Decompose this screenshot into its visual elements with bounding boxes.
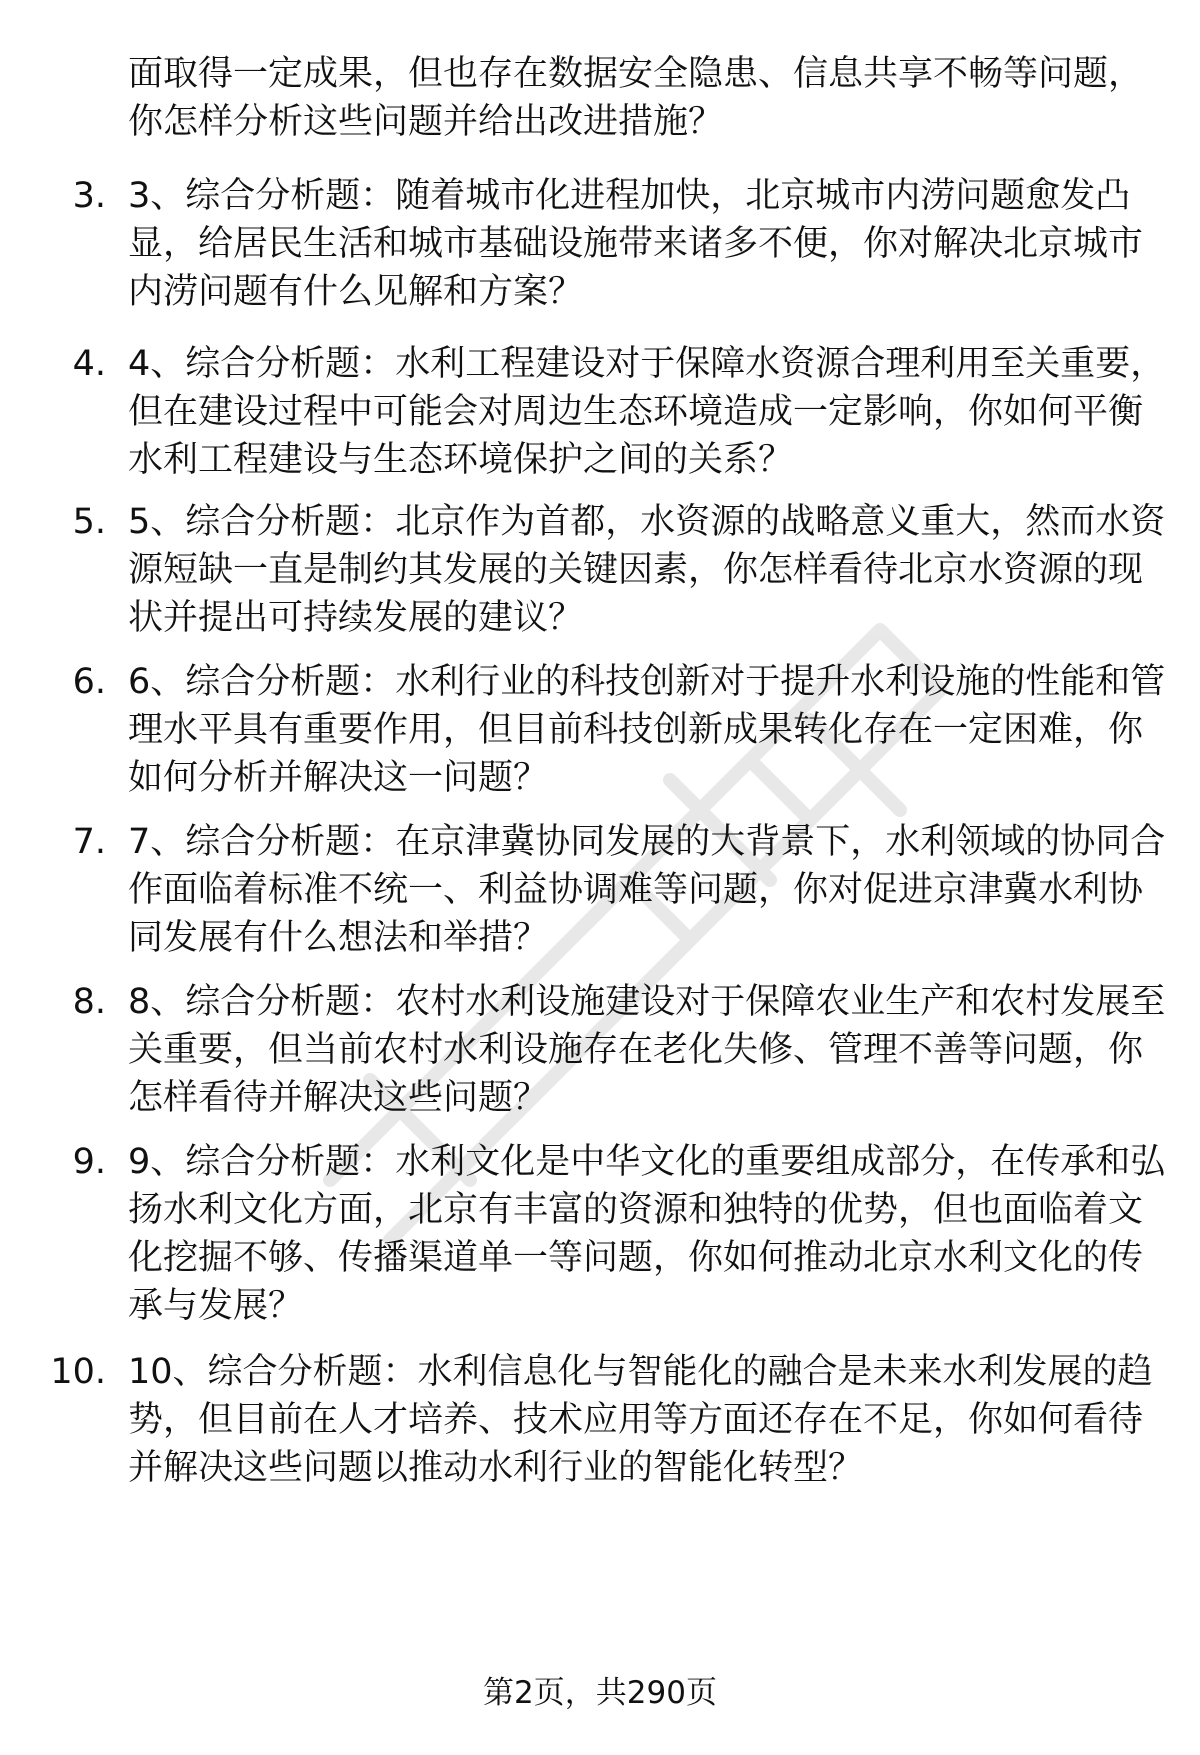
list-item-text: 4、综合分析题：水利工程建设对于保障水资源合理利用至关重要，但在建设过程中可能会对周边生态环境造成一定影响，你如何平衡水利工程建设与生态环境保护之间的关系？: [128, 344, 1166, 480]
list-item-number: 7.: [72, 822, 106, 862]
list-item-text: 5、综合分析题：北京作为首都，水资源的战略意义重大，然而水资源短缺一直是制约其发展的关键因素，你怎样看待北京水资源的现状并提出可持续发展的建议？: [128, 502, 1166, 638]
list-item-number: 10.: [50, 1352, 106, 1392]
list-item-text: 面取得一定成果，但也存在数据安全隐患、信息共享不畅等问题，你怎样分析这些问题并给出改进措施？: [128, 54, 1144, 142]
list-item-number: 4.: [72, 344, 106, 384]
list-item-number: 6.: [72, 662, 106, 702]
list-item-number: 9.: [72, 1142, 106, 1182]
list-item-number: 3.: [72, 176, 106, 216]
list-item-text: 9、综合分析题：水利文化是中华文化的重要组成部分，在传承和弘扬水利文化方面，北京有丰富的资源和独特的优势，但也面临着文化挖掘不够、传播渠道单一等问题，你如何推动北京水利文化的传承与发展？: [128, 1142, 1166, 1326]
list-item-number: 8.: [72, 982, 106, 1022]
list-item-text: 7、综合分析题：在京津冀协同发展的大背景下，水利领域的协同合作面临着标准不统一、利益协调难等问题，你对促进京津冀水利协同发展有什么想法和举措？: [128, 822, 1166, 958]
page-number: 第2页，共290页: [483, 1675, 717, 1711]
list-item-text: 6、综合分析题：水利行业的科技创新对于提升水利设施的性能和管理水平具有重要作用，但目前科技创新成果转化存在一定困难，你如何分析并解决这一问题？: [128, 662, 1166, 798]
list-item-text: 8、综合分析题：农村水利设施建设对于保障农业生产和农村发展至关重要，但当前农村水利设施存在老化失修、管理不善等问题，你怎样看待并解决这些问题？: [128, 982, 1166, 1118]
list-item-number: 5.: [72, 502, 106, 542]
list-item-text: 3、综合分析题：随着城市化进程加快，北京城市内涝问题愈发凸显，给居民生活和城市基础设施带来诸多不便，你对解决北京城市内涝问题有什么见解和方案？: [128, 176, 1144, 312]
list-item-text: 10、综合分析题：水利信息化与智能化的融合是未来水利发展的趋势，但目前在人才培养、技术应用等方面还存在不足，你如何看待并解决这些问题以推动水利行业的智能化转型？: [128, 1352, 1153, 1488]
